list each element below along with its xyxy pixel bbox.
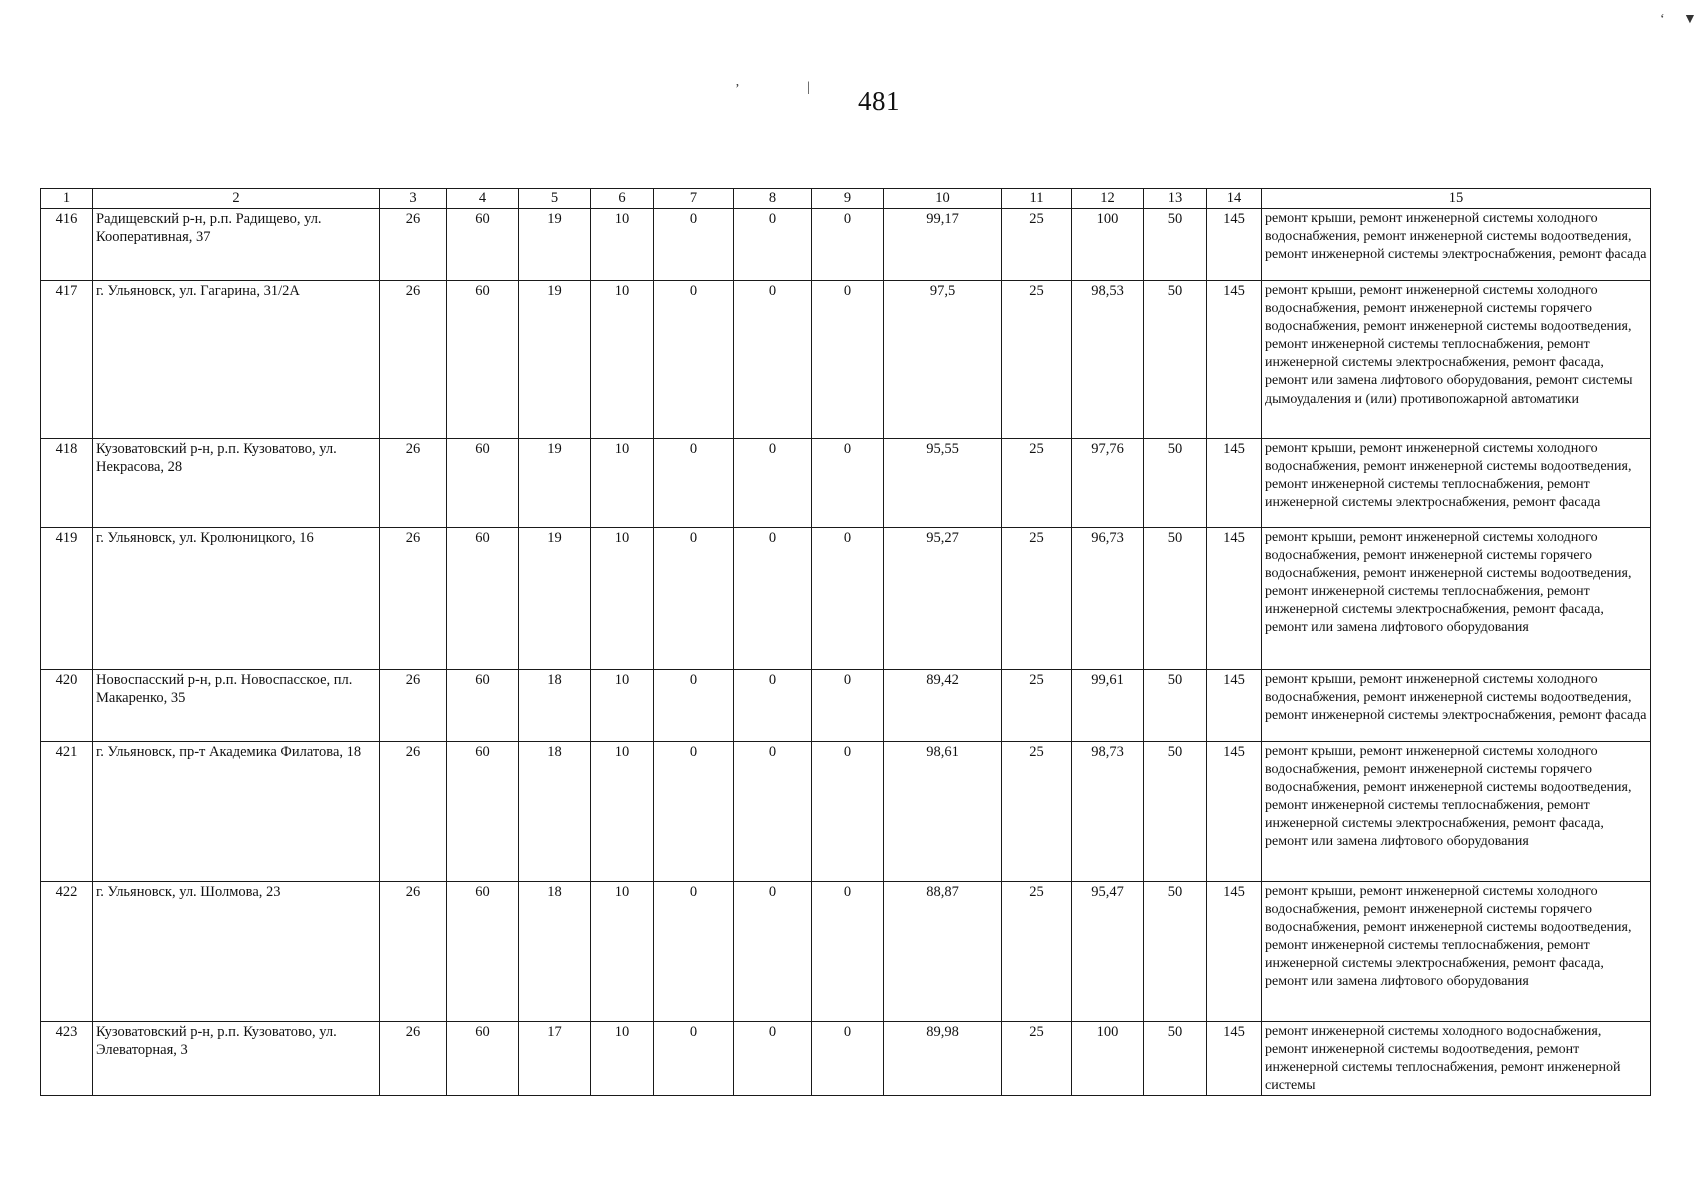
value-col-12: 100 xyxy=(1072,1022,1144,1096)
value-col-12: 96,73 xyxy=(1072,528,1144,670)
column-header-6: 6 xyxy=(591,189,654,209)
column-header-14: 14 xyxy=(1207,189,1262,209)
address: г. Ульяновск, ул. Шолмова, 23 xyxy=(93,882,380,1022)
work-description: ремонт крыши, ремонт инженерной системы холодного водоснабжения, ремонт инженерной системы водоотведения, ремонт инженерной системы электроснабжения, ремонт фасада xyxy=(1262,670,1651,742)
value-col-11: 25 xyxy=(1002,742,1072,882)
row-number: 421 xyxy=(41,742,93,882)
value-col-10: 89,98 xyxy=(884,1022,1002,1096)
value-col-8: 0 xyxy=(734,670,812,742)
column-header-2: 2 xyxy=(93,189,380,209)
value-col-12: 98,53 xyxy=(1072,281,1144,439)
column-header-12: 12 xyxy=(1072,189,1144,209)
table-row xyxy=(41,439,1651,528)
value-col-5: 17 xyxy=(519,1022,591,1096)
value-col-5: 19 xyxy=(519,281,591,439)
table-row xyxy=(41,528,1651,670)
value-col-8: 0 xyxy=(734,439,812,528)
column-header-15: 15 xyxy=(1262,189,1651,209)
value-col-10: 99,17 xyxy=(884,209,1002,281)
value-col-4: 60 xyxy=(447,742,519,882)
value-col-5: 19 xyxy=(519,209,591,281)
value-col-14: 145 xyxy=(1207,882,1262,1022)
value-col-6: 10 xyxy=(591,528,654,670)
value-col-9: 0 xyxy=(812,882,884,1022)
value-col-7: 0 xyxy=(654,281,734,439)
value-col-8: 0 xyxy=(734,882,812,1022)
value-col-6: 10 xyxy=(591,882,654,1022)
value-col-7: 0 xyxy=(654,528,734,670)
value-col-5: 18 xyxy=(519,742,591,882)
value-col-8: 0 xyxy=(734,742,812,882)
column-header-7: 7 xyxy=(654,189,734,209)
value-col-13: 50 xyxy=(1144,742,1207,882)
column-header-9: 9 xyxy=(812,189,884,209)
value-col-9: 0 xyxy=(812,528,884,670)
value-col-13: 50 xyxy=(1144,882,1207,1022)
value-col-13: 50 xyxy=(1144,670,1207,742)
column-header-5: 5 xyxy=(519,189,591,209)
value-col-11: 25 xyxy=(1002,281,1072,439)
value-col-9: 0 xyxy=(812,281,884,439)
work-description: ремонт крыши, ремонт инженерной системы холодного водоснабжения, ремонт инженерной системы горячего водоснабжения, ремонт инженерной системы водоотведения, ремонт инженерной системы теплоснабжения, ремонт инженерной системы электроснабжения, ремонт фасада, ремонт или замена лифтового оборудования xyxy=(1262,742,1651,882)
value-col-4: 60 xyxy=(447,439,519,528)
value-col-4: 60 xyxy=(447,670,519,742)
value-col-10: 95,27 xyxy=(884,528,1002,670)
value-col-9: 0 xyxy=(812,1022,884,1096)
address: г. Ульяновск, ул. Кролюницкого, 16 xyxy=(93,528,380,670)
value-col-5: 18 xyxy=(519,670,591,742)
value-col-12: 100 xyxy=(1072,209,1144,281)
value-col-14: 145 xyxy=(1207,439,1262,528)
value-col-10: 89,42 xyxy=(884,670,1002,742)
value-col-5: 18 xyxy=(519,882,591,1022)
value-col-7: 0 xyxy=(654,209,734,281)
value-col-7: 0 xyxy=(654,439,734,528)
value-col-8: 0 xyxy=(734,209,812,281)
column-header-10: 10 xyxy=(884,189,1002,209)
value-col-14: 145 xyxy=(1207,528,1262,670)
scan-mark: | xyxy=(807,80,810,95)
value-col-10: 98,61 xyxy=(884,742,1002,882)
work-description: ремонт крыши, ремонт инженерной системы холодного водоснабжения, ремонт инженерной системы горячего водоснабжения, ремонт инженерной системы водоотведения, ремонт инженерной системы теплоснабжения, ремонт инженерной системы электроснабжения, ремонт фасада, ремонт или замена лифтового оборудования xyxy=(1262,882,1651,1022)
value-col-6: 10 xyxy=(591,742,654,882)
work-description: ремонт крыши, ремонт инженерной системы холодного водоснабжения, ремонт инженерной системы водоотведения, ремонт инженерной системы теплоснабжения, ремонт инженерной системы электроснабжения, ремонт фасада xyxy=(1262,439,1651,528)
table-row xyxy=(41,742,1651,882)
table-row xyxy=(41,209,1651,281)
value-col-14: 145 xyxy=(1207,281,1262,439)
value-col-4: 60 xyxy=(447,209,519,281)
value-col-14: 145 xyxy=(1207,209,1262,281)
row-number: 416 xyxy=(41,209,93,281)
column-header-13: 13 xyxy=(1144,189,1207,209)
value-col-12: 99,61 xyxy=(1072,670,1144,742)
value-col-12: 97,76 xyxy=(1072,439,1144,528)
value-col-4: 60 xyxy=(447,281,519,439)
value-col-3: 26 xyxy=(380,281,447,439)
value-col-13: 50 xyxy=(1144,528,1207,670)
value-col-8: 0 xyxy=(734,528,812,670)
value-col-11: 25 xyxy=(1002,528,1072,670)
address: Новоспасский р-н, р.п. Новоспасское, пл. Макаренко, 35 xyxy=(93,670,380,742)
value-col-3: 26 xyxy=(380,528,447,670)
row-number: 419 xyxy=(41,528,93,670)
value-col-10: 97,5 xyxy=(884,281,1002,439)
work-description: ремонт инженерной системы холодного водоснабжения, ремонт инженерной системы водоотведения, ремонт инженерной системы теплоснабжения, ремонт инженерной системы xyxy=(1262,1022,1651,1096)
value-col-9: 0 xyxy=(812,209,884,281)
value-col-9: 0 xyxy=(812,742,884,882)
value-col-13: 50 xyxy=(1144,209,1207,281)
value-col-11: 25 xyxy=(1002,209,1072,281)
value-col-13: 50 xyxy=(1144,1022,1207,1096)
column-header-11: 11 xyxy=(1002,189,1072,209)
scan-mark: ▼ xyxy=(1683,12,1697,27)
value-col-7: 0 xyxy=(654,1022,734,1096)
value-col-13: 50 xyxy=(1144,439,1207,528)
value-col-6: 10 xyxy=(591,281,654,439)
value-col-14: 145 xyxy=(1207,1022,1262,1096)
value-col-3: 26 xyxy=(380,670,447,742)
value-col-7: 0 xyxy=(654,670,734,742)
value-col-5: 19 xyxy=(519,528,591,670)
value-col-12: 95,47 xyxy=(1072,882,1144,1022)
table-row xyxy=(41,1022,1651,1096)
column-number-row xyxy=(41,189,1651,209)
address: г. Ульяновск, ул. Гагарина, 31/2А xyxy=(93,281,380,439)
column-header-4: 4 xyxy=(447,189,519,209)
scan-mark: ’ xyxy=(735,82,740,97)
value-col-10: 95,55 xyxy=(884,439,1002,528)
value-col-11: 25 xyxy=(1002,439,1072,528)
value-col-6: 10 xyxy=(591,670,654,742)
column-header-8: 8 xyxy=(734,189,812,209)
value-col-3: 26 xyxy=(380,742,447,882)
value-col-4: 60 xyxy=(447,882,519,1022)
row-number: 420 xyxy=(41,670,93,742)
row-number: 417 xyxy=(41,281,93,439)
row-number: 418 xyxy=(41,439,93,528)
value-col-11: 25 xyxy=(1002,882,1072,1022)
address: Радищевский р-н, р.п. Радищево, ул. Кооперативная, 37 xyxy=(93,209,380,281)
value-col-6: 10 xyxy=(591,439,654,528)
value-col-7: 0 xyxy=(654,882,734,1022)
address: Кузоватовский р-н, р.п. Кузоватово, ул. Некрасова, 28 xyxy=(93,439,380,528)
value-col-14: 145 xyxy=(1207,742,1262,882)
value-col-3: 26 xyxy=(380,882,447,1022)
column-header-3: 3 xyxy=(380,189,447,209)
repair-program-table xyxy=(40,188,1651,1096)
value-col-3: 26 xyxy=(380,209,447,281)
value-col-8: 0 xyxy=(734,1022,812,1096)
work-description: ремонт крыши, ремонт инженерной системы холодного водоснабжения, ремонт инженерной системы горячего водоснабжения, ремонт инженерной системы водоотведения, ремонт инженерной системы теплоснабжения, ремонт инженерной системы электроснабжения, ремонт фасада, ремонт или замена лифтового оборудования xyxy=(1262,528,1651,670)
value-col-3: 26 xyxy=(380,439,447,528)
table-row xyxy=(41,882,1651,1022)
value-col-7: 0 xyxy=(654,742,734,882)
row-number: 422 xyxy=(41,882,93,1022)
page-number: 481 xyxy=(858,86,900,116)
value-col-11: 25 xyxy=(1002,1022,1072,1096)
value-col-4: 60 xyxy=(447,528,519,670)
value-col-3: 26 xyxy=(380,1022,447,1096)
value-col-6: 10 xyxy=(591,1022,654,1096)
column-header-1: 1 xyxy=(41,189,93,209)
address: Кузоватовский р-н, р.п. Кузоватово, ул. Элеваторная, 3 xyxy=(93,1022,380,1096)
scan-mark: ‘ xyxy=(1660,12,1665,27)
value-col-11: 25 xyxy=(1002,670,1072,742)
address: г. Ульяновск, пр-т Академика Филатова, 18 xyxy=(93,742,380,882)
table-body xyxy=(41,209,1651,1096)
value-col-5: 19 xyxy=(519,439,591,528)
value-col-8: 0 xyxy=(734,281,812,439)
value-col-13: 50 xyxy=(1144,281,1207,439)
table-row xyxy=(41,281,1651,439)
value-col-9: 0 xyxy=(812,439,884,528)
work-description: ремонт крыши, ремонт инженерной системы холодного водоснабжения, ремонт инженерной системы горячего водоснабжения, ремонт инженерной системы водоотведения, ремонт инженерной системы теплоснабжения, ремонт инженерной системы электроснабжения, ремонт фасада, ремонт или замена лифтового оборудования, ремонт системы дымоудаления и (или) противопожарной автоматики xyxy=(1262,281,1651,439)
value-col-4: 60 xyxy=(447,1022,519,1096)
value-col-6: 10 xyxy=(591,209,654,281)
value-col-10: 88,87 xyxy=(884,882,1002,1022)
table-row xyxy=(41,670,1651,742)
value-col-9: 0 xyxy=(812,670,884,742)
work-description: ремонт крыши, ремонт инженерной системы холодного водоснабжения, ремонт инженерной системы водоотведения, ремонт инженерной системы электроснабжения, ремонт фасада xyxy=(1262,209,1651,281)
row-number: 423 xyxy=(41,1022,93,1096)
value-col-14: 145 xyxy=(1207,670,1262,742)
value-col-12: 98,73 xyxy=(1072,742,1144,882)
